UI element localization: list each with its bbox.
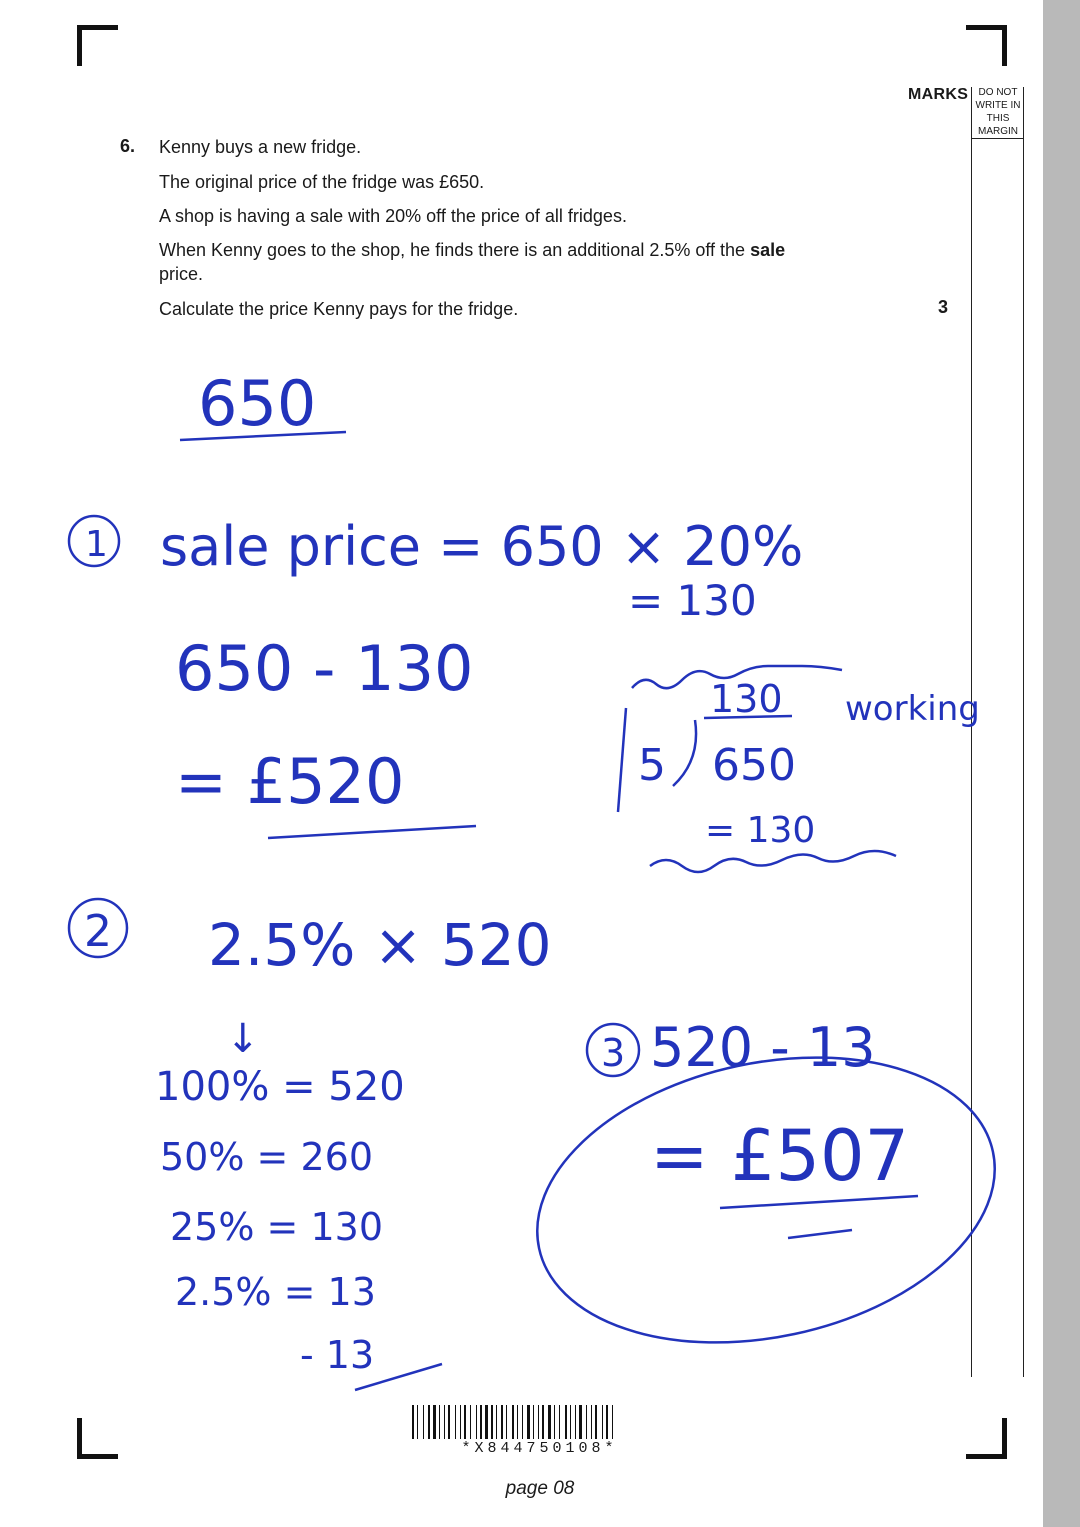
hw-working-note: working [845,689,980,729]
hw-final-answer: = £507 [650,1115,910,1197]
barcode-bar [417,1405,418,1439]
hw-division-dividend: 650 [712,740,796,791]
barcode-bar [595,1405,597,1439]
hw-underline [720,1196,918,1208]
hw-minus-13: - 13 [300,1333,375,1377]
hw-underline [268,826,476,838]
crop-mark-bottom-right [966,1418,1007,1459]
barcode-bar [428,1405,430,1439]
question-line: The original price of the fridge was £650. [159,172,485,192]
barcode-bar [448,1405,450,1439]
barcode-bar [579,1405,582,1439]
barcode-bar [575,1405,576,1439]
barcode-bar [527,1405,530,1439]
hw-step1-label: 1 [85,524,108,565]
barcode-bar [501,1405,503,1439]
question-line: A shop is having a sale with 20% off the price of all fridges. [159,206,627,226]
question-number: 6. [120,136,136,156]
crop-mark-bottom-left [77,1418,118,1459]
barcode-bar [423,1405,424,1439]
barcode-bar [554,1405,555,1439]
barcode-bar [512,1405,514,1439]
barcode-bar [559,1405,560,1439]
hw-step2-label: 2 [84,906,112,957]
hw-step1-eq: = 130 [628,576,757,625]
hw-underline [788,1230,852,1238]
hw-step3-text: 520 - 13 [650,1016,876,1079]
barcode-bar [476,1405,477,1439]
barcode-bar [464,1405,466,1439]
question-line-text: When Kenny goes to the shop, he finds there is an additional 2.5% off the [159,240,746,260]
barcode-bar [533,1405,534,1439]
hw-division-bracket [673,720,696,786]
barcode-bar [439,1405,440,1439]
hw-step1-sub: 650 - 130 [175,632,474,705]
hw-top-value: 650 [198,367,317,440]
barcode-bar [470,1405,471,1439]
barcode-bar [591,1405,592,1439]
barcode-bar [586,1405,587,1439]
hw-pct-line: 2.5% = 13 [175,1270,376,1314]
hw-division-result: = 130 [705,810,816,851]
barcode-bar [542,1405,544,1439]
barcode-bar [517,1405,518,1439]
hw-division-quotient: 130 [710,677,783,721]
barcode-bar [460,1405,461,1439]
barcode-bar [570,1405,571,1439]
barcode-bar [491,1405,493,1439]
barcode-text: *X844750108* [461,1440,618,1457]
hw-pct-line: 25% = 130 [170,1205,383,1249]
barcode-bar [496,1405,497,1439]
hw-step1-text: sale price = 650 × 20% [160,515,804,578]
dnw-line: THIS [986,113,1010,124]
barcode-bar [565,1405,567,1439]
barcode-bar [606,1405,608,1439]
hw-step1-result: = £520 [175,745,405,818]
hw-pct-line: 100% = 520 [155,1064,405,1110]
hw-division-divisor: 5 [638,740,666,791]
dnw-line: DO NOT [978,87,1018,98]
marks-value: 3 [938,297,949,317]
barcode-bar [485,1405,488,1439]
barcode-bar [522,1405,523,1439]
barcode-bar [506,1405,507,1439]
barcode-bar [548,1405,551,1439]
question-line: price. [159,264,204,284]
hw-pct-line: 50% = 260 [160,1135,373,1179]
barcode-bar [538,1405,539,1439]
dnw-line: MARGIN [978,126,1018,137]
barcode-bar [412,1405,414,1439]
hw-arrow: ↓ [226,1016,260,1062]
bold-sale-word: sale [750,240,786,260]
hw-squiggle [650,851,896,872]
barcode-bar [433,1405,436,1439]
barcode-bar [455,1405,456,1439]
barcode-bar [602,1405,603,1439]
hw-bracket [618,708,626,812]
page-edge-strip [1043,0,1080,1527]
barcode [412,1405,667,1439]
page-number: page 08 [505,1478,575,1499]
barcode-bar [480,1405,482,1439]
barcode-bar [444,1405,445,1439]
question-line: Kenny buys a new fridge. [159,137,362,157]
hw-step2-text: 2.5% × 520 [208,911,552,979]
marks-header: MARKS [908,86,969,103]
dnw-line: WRITE IN [975,100,1021,111]
hw-step3-label: 3 [601,1031,626,1075]
barcode-bar [612,1405,613,1439]
question-instruction: Calculate the price Kenny pays for the fridge. [159,299,519,319]
